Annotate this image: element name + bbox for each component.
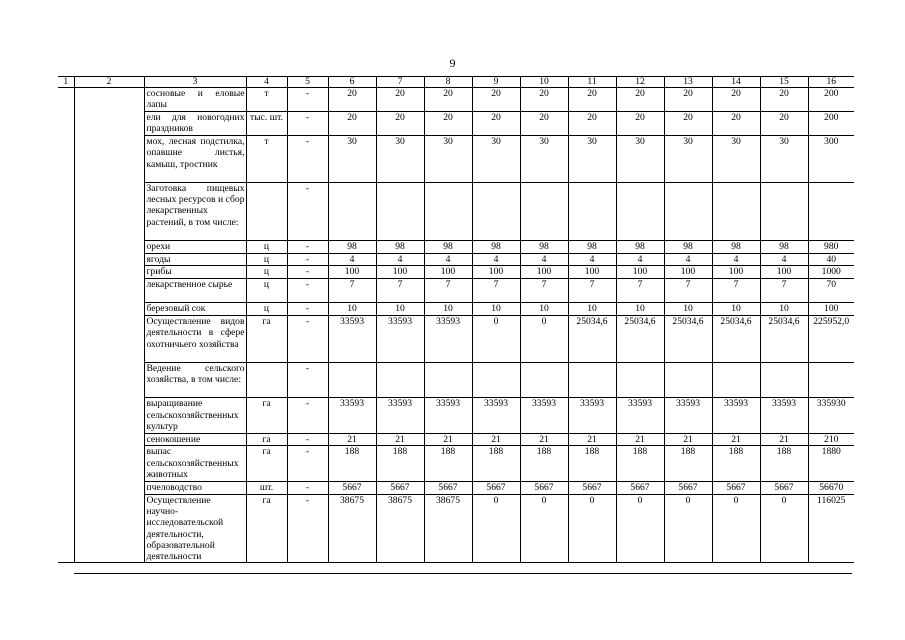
table-row (58, 494, 854, 563)
value-cell-col-15: 188 (760, 446, 808, 481)
table-row (58, 112, 854, 136)
row-name: грибы (144, 266, 246, 279)
value-cell-col-10: 4 (520, 253, 568, 266)
value-cell-col-14: 0 (712, 494, 760, 563)
table-row (58, 266, 854, 279)
value-cell-col-8: 5667 (424, 481, 472, 494)
value-cell-col-14: 7 (712, 279, 760, 303)
row-name: сенокошение (144, 433, 246, 446)
table-row (58, 88, 854, 112)
column-2-cell (74, 88, 144, 563)
row-unit: ц (246, 240, 287, 253)
value-cell-col-13 (664, 362, 712, 397)
value-cell-col-16 (808, 182, 854, 240)
value-cell-col-7 (376, 182, 424, 240)
row-unit: шт. (246, 481, 287, 494)
value-cell-col-7: 30 (376, 136, 424, 183)
row-name: Осуществление видов деятельности в сфере охотничьего хозяйства (144, 316, 246, 363)
value-cell-col-10 (520, 182, 568, 240)
row-column-5: - (287, 362, 328, 397)
value-cell-col-6: 188 (328, 446, 376, 481)
value-cell-col-16: 300 (808, 136, 854, 183)
value-cell-col-11: 100 (568, 266, 616, 279)
row-column-5: - (287, 88, 328, 112)
value-cell-col-11: 5667 (568, 481, 616, 494)
value-cell-col-12: 21 (616, 433, 664, 446)
table-row (58, 433, 854, 446)
value-cell-col-12: 5667 (616, 481, 664, 494)
row-unit: га (246, 433, 287, 446)
value-cell-col-8: 33593 (424, 398, 472, 433)
value-cell-col-6: 30 (328, 136, 376, 183)
row-column-5: - (287, 182, 328, 240)
value-cell-col-15: 5667 (760, 481, 808, 494)
column-header-12: 12 (616, 77, 664, 88)
value-cell-col-7: 5667 (376, 481, 424, 494)
value-cell-col-10: 10 (520, 303, 568, 316)
value-cell-col-15: 25034,6 (760, 316, 808, 363)
value-cell-col-8: 21 (424, 433, 472, 446)
value-cell-col-9: 20 (472, 88, 520, 112)
value-cell-col-14: 30 (712, 136, 760, 183)
value-cell-col-7: 188 (376, 446, 424, 481)
value-cell-col-11: 30 (568, 136, 616, 183)
value-cell-col-6: 33593 (328, 316, 376, 363)
value-cell-col-16: 200 (808, 112, 854, 136)
value-cell-col-11: 0 (568, 494, 616, 563)
value-cell-col-16: 1880 (808, 446, 854, 481)
value-cell-col-8 (424, 362, 472, 397)
row-unit (246, 182, 287, 240)
value-cell-col-12: 100 (616, 266, 664, 279)
row-name: пчеловодство (144, 481, 246, 494)
value-cell-col-15 (760, 362, 808, 397)
value-cell-col-11 (568, 362, 616, 397)
value-cell-col-15: 30 (760, 136, 808, 183)
value-cell-col-10: 21 (520, 433, 568, 446)
value-cell-col-15: 7 (760, 279, 808, 303)
value-cell-col-7: 33593 (376, 398, 424, 433)
value-cell-col-11: 4 (568, 253, 616, 266)
table-row (58, 182, 854, 240)
value-cell-col-9: 100 (472, 266, 520, 279)
value-cell-col-6: 4 (328, 253, 376, 266)
table-row (58, 398, 854, 433)
value-cell-col-14: 100 (712, 266, 760, 279)
value-cell-col-6 (328, 362, 376, 397)
value-cell-col-9: 33593 (472, 398, 520, 433)
value-cell-col-13: 20 (664, 88, 712, 112)
value-cell-col-14: 20 (712, 88, 760, 112)
value-cell-col-16: 100 (808, 303, 854, 316)
value-cell-col-13: 4 (664, 253, 712, 266)
value-cell-col-12: 10 (616, 303, 664, 316)
value-cell-col-15: 100 (760, 266, 808, 279)
value-cell-col-9: 0 (472, 494, 520, 563)
value-cell-col-8: 33593 (424, 316, 472, 363)
value-cell-col-16: 335930 (808, 398, 854, 433)
value-cell-col-16: 200 (808, 88, 854, 112)
row-column-5: - (287, 446, 328, 481)
row-unit: ц (246, 266, 287, 279)
value-cell-col-8: 98 (424, 240, 472, 253)
value-cell-col-9: 98 (472, 240, 520, 253)
row-unit (246, 362, 287, 397)
value-cell-col-14: 4 (712, 253, 760, 266)
value-cell-col-9 (472, 182, 520, 240)
value-cell-col-14: 98 (712, 240, 760, 253)
column-header-7: 7 (376, 77, 424, 88)
value-cell-col-11: 21 (568, 433, 616, 446)
value-cell-col-9: 20 (472, 112, 520, 136)
value-cell-col-11: 25034,6 (568, 316, 616, 363)
value-cell-col-15: 21 (760, 433, 808, 446)
row-column-5: - (287, 398, 328, 433)
value-cell-col-8: 20 (424, 88, 472, 112)
value-cell-col-11: 33593 (568, 398, 616, 433)
value-cell-col-7: 98 (376, 240, 424, 253)
value-cell-col-6: 5667 (328, 481, 376, 494)
value-cell-col-15: 4 (760, 253, 808, 266)
row-unit: га (246, 494, 287, 563)
value-cell-col-8: 38675 (424, 494, 472, 563)
row-column-5: - (287, 303, 328, 316)
value-cell-col-15: 98 (760, 240, 808, 253)
column-header-11: 11 (568, 77, 616, 88)
value-cell-col-10: 0 (520, 316, 568, 363)
page-number: 9 (449, 56, 456, 70)
value-cell-col-6 (328, 182, 376, 240)
value-cell-col-15: 0 (760, 494, 808, 563)
row-unit: га (246, 398, 287, 433)
value-cell-col-14: 5667 (712, 481, 760, 494)
value-cell-col-15: 10 (760, 303, 808, 316)
value-cell-col-6: 7 (328, 279, 376, 303)
value-cell-col-10: 30 (520, 136, 568, 183)
value-cell-col-11: 20 (568, 88, 616, 112)
row-unit: т (246, 136, 287, 183)
value-cell-col-8: 30 (424, 136, 472, 183)
column-header-3: 3 (144, 77, 246, 88)
value-cell-col-6: 20 (328, 88, 376, 112)
value-cell-col-6: 21 (328, 433, 376, 446)
value-cell-col-15: 20 (760, 88, 808, 112)
value-cell-col-11: 98 (568, 240, 616, 253)
table-row (58, 362, 854, 397)
row-name: Заготовка пищевых лесных ресурсов и сбор лекарственных растений, в том числе: (144, 182, 246, 240)
row-name: лекарственное сырье (144, 279, 246, 303)
value-cell-col-7: 20 (376, 88, 424, 112)
value-cell-col-12 (616, 362, 664, 397)
value-cell-col-6: 38675 (328, 494, 376, 563)
row-unit: ц (246, 303, 287, 316)
value-cell-col-7: 10 (376, 303, 424, 316)
value-cell-col-7: 38675 (376, 494, 424, 563)
table-row (58, 316, 854, 363)
value-cell-col-15 (760, 182, 808, 240)
value-cell-col-11: 20 (568, 112, 616, 136)
value-cell-col-16: 225952,0 (808, 316, 854, 363)
value-cell-col-10: 20 (520, 112, 568, 136)
value-cell-col-9: 0 (472, 316, 520, 363)
value-cell-col-12: 0 (616, 494, 664, 563)
value-cell-col-12: 20 (616, 88, 664, 112)
row-column-5: - (287, 266, 328, 279)
row-name: сосновые и еловые лапы (144, 88, 246, 112)
value-cell-col-6: 10 (328, 303, 376, 316)
value-cell-col-13: 10 (664, 303, 712, 316)
row-column-5: - (287, 240, 328, 253)
row-name: ели для новогодних праздников (144, 112, 246, 136)
value-cell-col-13: 25034,6 (664, 316, 712, 363)
value-cell-col-7: 7 (376, 279, 424, 303)
value-cell-col-6: 98 (328, 240, 376, 253)
value-cell-col-13 (664, 182, 712, 240)
row-name: орехи (144, 240, 246, 253)
value-cell-col-8: 4 (424, 253, 472, 266)
value-cell-col-10: 0 (520, 494, 568, 563)
value-cell-col-7: 100 (376, 266, 424, 279)
value-cell-col-14: 10 (712, 303, 760, 316)
value-cell-col-8 (424, 182, 472, 240)
table-header-row (58, 77, 854, 88)
value-cell-col-16: 70 (808, 279, 854, 303)
column-header-15: 15 (760, 77, 808, 88)
data-table (58, 76, 854, 563)
value-cell-col-14 (712, 182, 760, 240)
value-cell-col-11 (568, 182, 616, 240)
value-cell-col-15: 33593 (760, 398, 808, 433)
value-cell-col-6: 100 (328, 266, 376, 279)
value-cell-col-13: 30 (664, 136, 712, 183)
table-bottom-rule (74, 573, 852, 574)
row-name: Осуществление научно-исследовательской деятельности, образовательной деятельности (144, 494, 246, 563)
row-name: мох, лесная подстилка, опавшие листья, камыш, тростник (144, 136, 246, 183)
table-row (58, 253, 854, 266)
column-header-14: 14 (712, 77, 760, 88)
row-column-5: - (287, 316, 328, 363)
value-cell-col-16: 56670 (808, 481, 854, 494)
value-cell-col-6: 20 (328, 112, 376, 136)
value-cell-col-16: 40 (808, 253, 854, 266)
column-header-6: 6 (328, 77, 376, 88)
value-cell-col-7: 21 (376, 433, 424, 446)
value-cell-col-8: 10 (424, 303, 472, 316)
value-cell-col-10 (520, 362, 568, 397)
value-cell-col-9: 188 (472, 446, 520, 481)
value-cell-col-13: 100 (664, 266, 712, 279)
value-cell-col-14: 20 (712, 112, 760, 136)
row-name: березовый сок (144, 303, 246, 316)
value-cell-col-12: 20 (616, 112, 664, 136)
value-cell-col-9: 7 (472, 279, 520, 303)
table-row (58, 279, 854, 303)
value-cell-col-12: 7 (616, 279, 664, 303)
value-cell-col-9 (472, 362, 520, 397)
value-cell-col-10: 188 (520, 446, 568, 481)
value-cell-col-8: 20 (424, 112, 472, 136)
value-cell-col-7: 20 (376, 112, 424, 136)
value-cell-col-7: 4 (376, 253, 424, 266)
row-column-5: - (287, 279, 328, 303)
table-row (58, 303, 854, 316)
value-cell-col-13: 5667 (664, 481, 712, 494)
value-cell-col-12: 25034,6 (616, 316, 664, 363)
value-cell-col-14: 25034,6 (712, 316, 760, 363)
value-cell-col-13: 20 (664, 112, 712, 136)
value-cell-col-13: 7 (664, 279, 712, 303)
column-header-16: 16 (808, 77, 854, 88)
value-cell-col-14: 188 (712, 446, 760, 481)
column-header-10: 10 (520, 77, 568, 88)
row-unit: га (246, 446, 287, 481)
value-cell-col-10: 98 (520, 240, 568, 253)
value-cell-col-16: 210 (808, 433, 854, 446)
value-cell-col-12: 4 (616, 253, 664, 266)
value-cell-col-9: 21 (472, 433, 520, 446)
value-cell-col-11: 10 (568, 303, 616, 316)
value-cell-col-10: 100 (520, 266, 568, 279)
column-1-cell (58, 88, 74, 563)
value-cell-col-12: 188 (616, 446, 664, 481)
row-name: выпас сельскохозяйственных животных (144, 446, 246, 481)
value-cell-col-10: 5667 (520, 481, 568, 494)
row-column-5: - (287, 112, 328, 136)
column-header-2: 2 (74, 77, 144, 88)
row-name: Ведение сельского хозяйства, в том числе: (144, 362, 246, 397)
value-cell-col-13: 21 (664, 433, 712, 446)
row-name: ягоды (144, 253, 246, 266)
value-cell-col-13: 188 (664, 446, 712, 481)
value-cell-col-15: 20 (760, 112, 808, 136)
value-cell-col-7 (376, 362, 424, 397)
value-cell-col-16: 1000 (808, 266, 854, 279)
value-cell-col-7: 33593 (376, 316, 424, 363)
value-cell-col-6: 33593 (328, 398, 376, 433)
value-cell-col-12 (616, 182, 664, 240)
value-cell-col-10: 20 (520, 88, 568, 112)
row-column-5: - (287, 136, 328, 183)
row-column-5: - (287, 494, 328, 563)
value-cell-col-13: 98 (664, 240, 712, 253)
table-row (58, 481, 854, 494)
row-unit: т (246, 88, 287, 112)
row-name: выращивание сельскохозяйственных культур (144, 398, 246, 433)
column-header-13: 13 (664, 77, 712, 88)
value-cell-col-9: 30 (472, 136, 520, 183)
row-column-5: - (287, 433, 328, 446)
row-unit: тыс. шт. (246, 112, 287, 136)
row-unit: ц (246, 279, 287, 303)
value-cell-col-11: 188 (568, 446, 616, 481)
value-cell-col-9: 5667 (472, 481, 520, 494)
value-cell-col-12: 30 (616, 136, 664, 183)
value-cell-col-16: 116025 (808, 494, 854, 563)
value-cell-col-9: 4 (472, 253, 520, 266)
value-cell-col-8: 100 (424, 266, 472, 279)
row-unit: ц (246, 253, 287, 266)
value-cell-col-14 (712, 362, 760, 397)
column-header-4: 4 (246, 77, 287, 88)
table-row (58, 240, 854, 253)
value-cell-col-8: 7 (424, 279, 472, 303)
value-cell-col-16: 980 (808, 240, 854, 253)
column-header-9: 9 (472, 77, 520, 88)
value-cell-col-16 (808, 362, 854, 397)
value-cell-col-12: 98 (616, 240, 664, 253)
column-header-8: 8 (424, 77, 472, 88)
value-cell-col-13: 0 (664, 494, 712, 563)
row-column-5: - (287, 253, 328, 266)
row-unit: га (246, 316, 287, 363)
value-cell-col-12: 33593 (616, 398, 664, 433)
value-cell-col-10: 33593 (520, 398, 568, 433)
column-header-1: 1 (58, 77, 74, 88)
value-cell-col-13: 33593 (664, 398, 712, 433)
table-row (58, 136, 854, 183)
value-cell-col-8: 188 (424, 446, 472, 481)
row-column-5: - (287, 481, 328, 494)
column-header-5: 5 (287, 77, 328, 88)
value-cell-col-11: 7 (568, 279, 616, 303)
value-cell-col-14: 33593 (712, 398, 760, 433)
value-cell-col-9: 10 (472, 303, 520, 316)
table-row (58, 446, 854, 481)
value-cell-col-10: 7 (520, 279, 568, 303)
value-cell-col-14: 21 (712, 433, 760, 446)
